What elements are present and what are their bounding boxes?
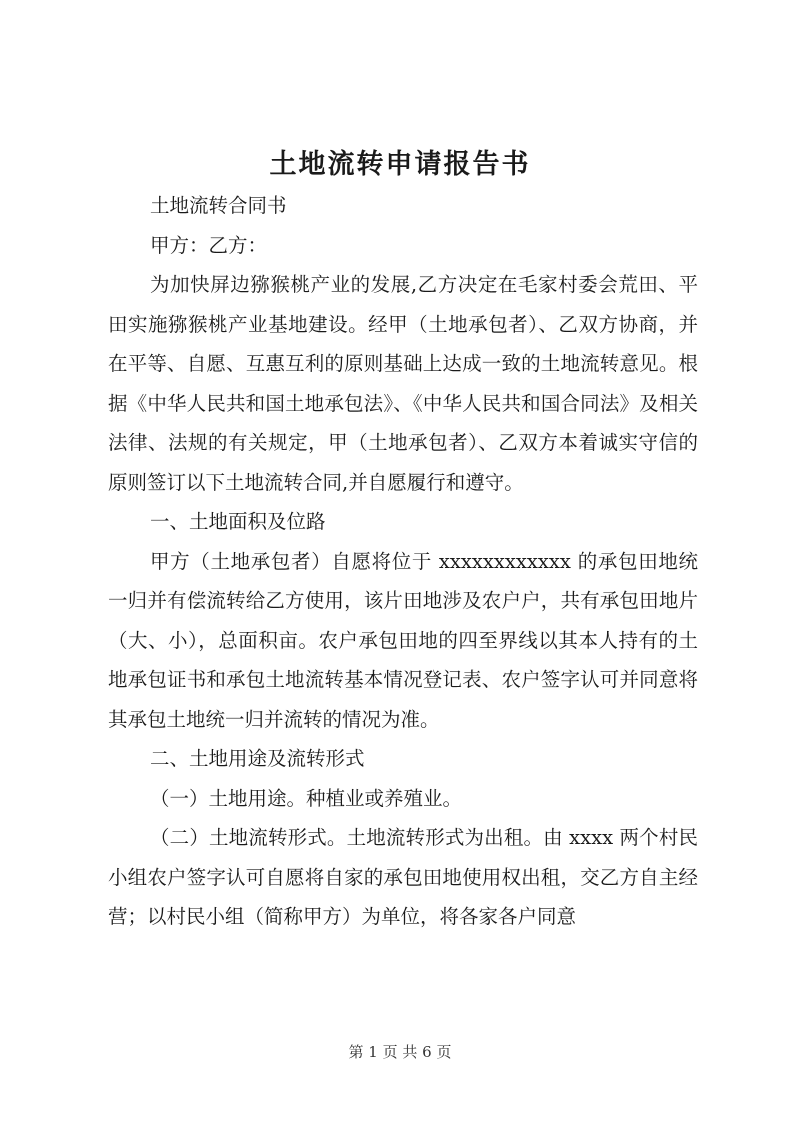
paragraph-land-use: （一）土地用途。种植业或养殖业。 (150, 786, 463, 810)
paragraph-intro: 为加快屏边猕猴桃产业的发展,乙方决定在毛家村委会荒田、平田实施猕猴桃产业基地建设。经甲（土地承包者）、乙双方协商，并在平等、自愿、互惠互利的原则基础上达成一致的土地流转意见。根据《中华人民共和国土地承包法》、《中华人民共和国合同法》及相关法律、法规的有关规定，甲（土地承包者）、乙双方本着诚实守信的原则签订以下土地流转合同,并自愿履行和遵守。 (108, 273, 698, 494)
document-body (108, 186, 698, 937)
paragraph-land-location: 甲方（土地承包者）自愿将位于 xxxxxxxxxxxx 的承包田地统一归并有偿流转给乙方使用，该片田地涉及农户户，共有承包田地片（大、小），总面积亩。农户承包田地的四至界线以其本人持有的土地承包证书和承包土地流转基本情况登记表、农户签字认可并同意将其承包土地统一归并流转的情况为准。 (108, 549, 698, 731)
page-footer: 第 1 页 共 6 页 (348, 1043, 452, 1061)
paragraph-parties: 甲方：乙方： (150, 233, 268, 257)
section-heading-1: 一、土地面积及位路 (150, 510, 326, 533)
section-heading-2: 二、土地用途及流转形式 (150, 747, 365, 770)
paragraph-transfer-form: （二）土地流转形式。土地流转形式为出租。由 xxxx 两个村民小组农户签字认可自愿将自家的承包田地使用权出租，交乙方自主经营；以村民小组（简称甲方）为单位，将各家各户同意 (108, 826, 698, 928)
paragraph-contract-heading: 土地流转合同书 (150, 194, 287, 217)
document-title: 土地流转申请报告书 (269, 149, 531, 180)
